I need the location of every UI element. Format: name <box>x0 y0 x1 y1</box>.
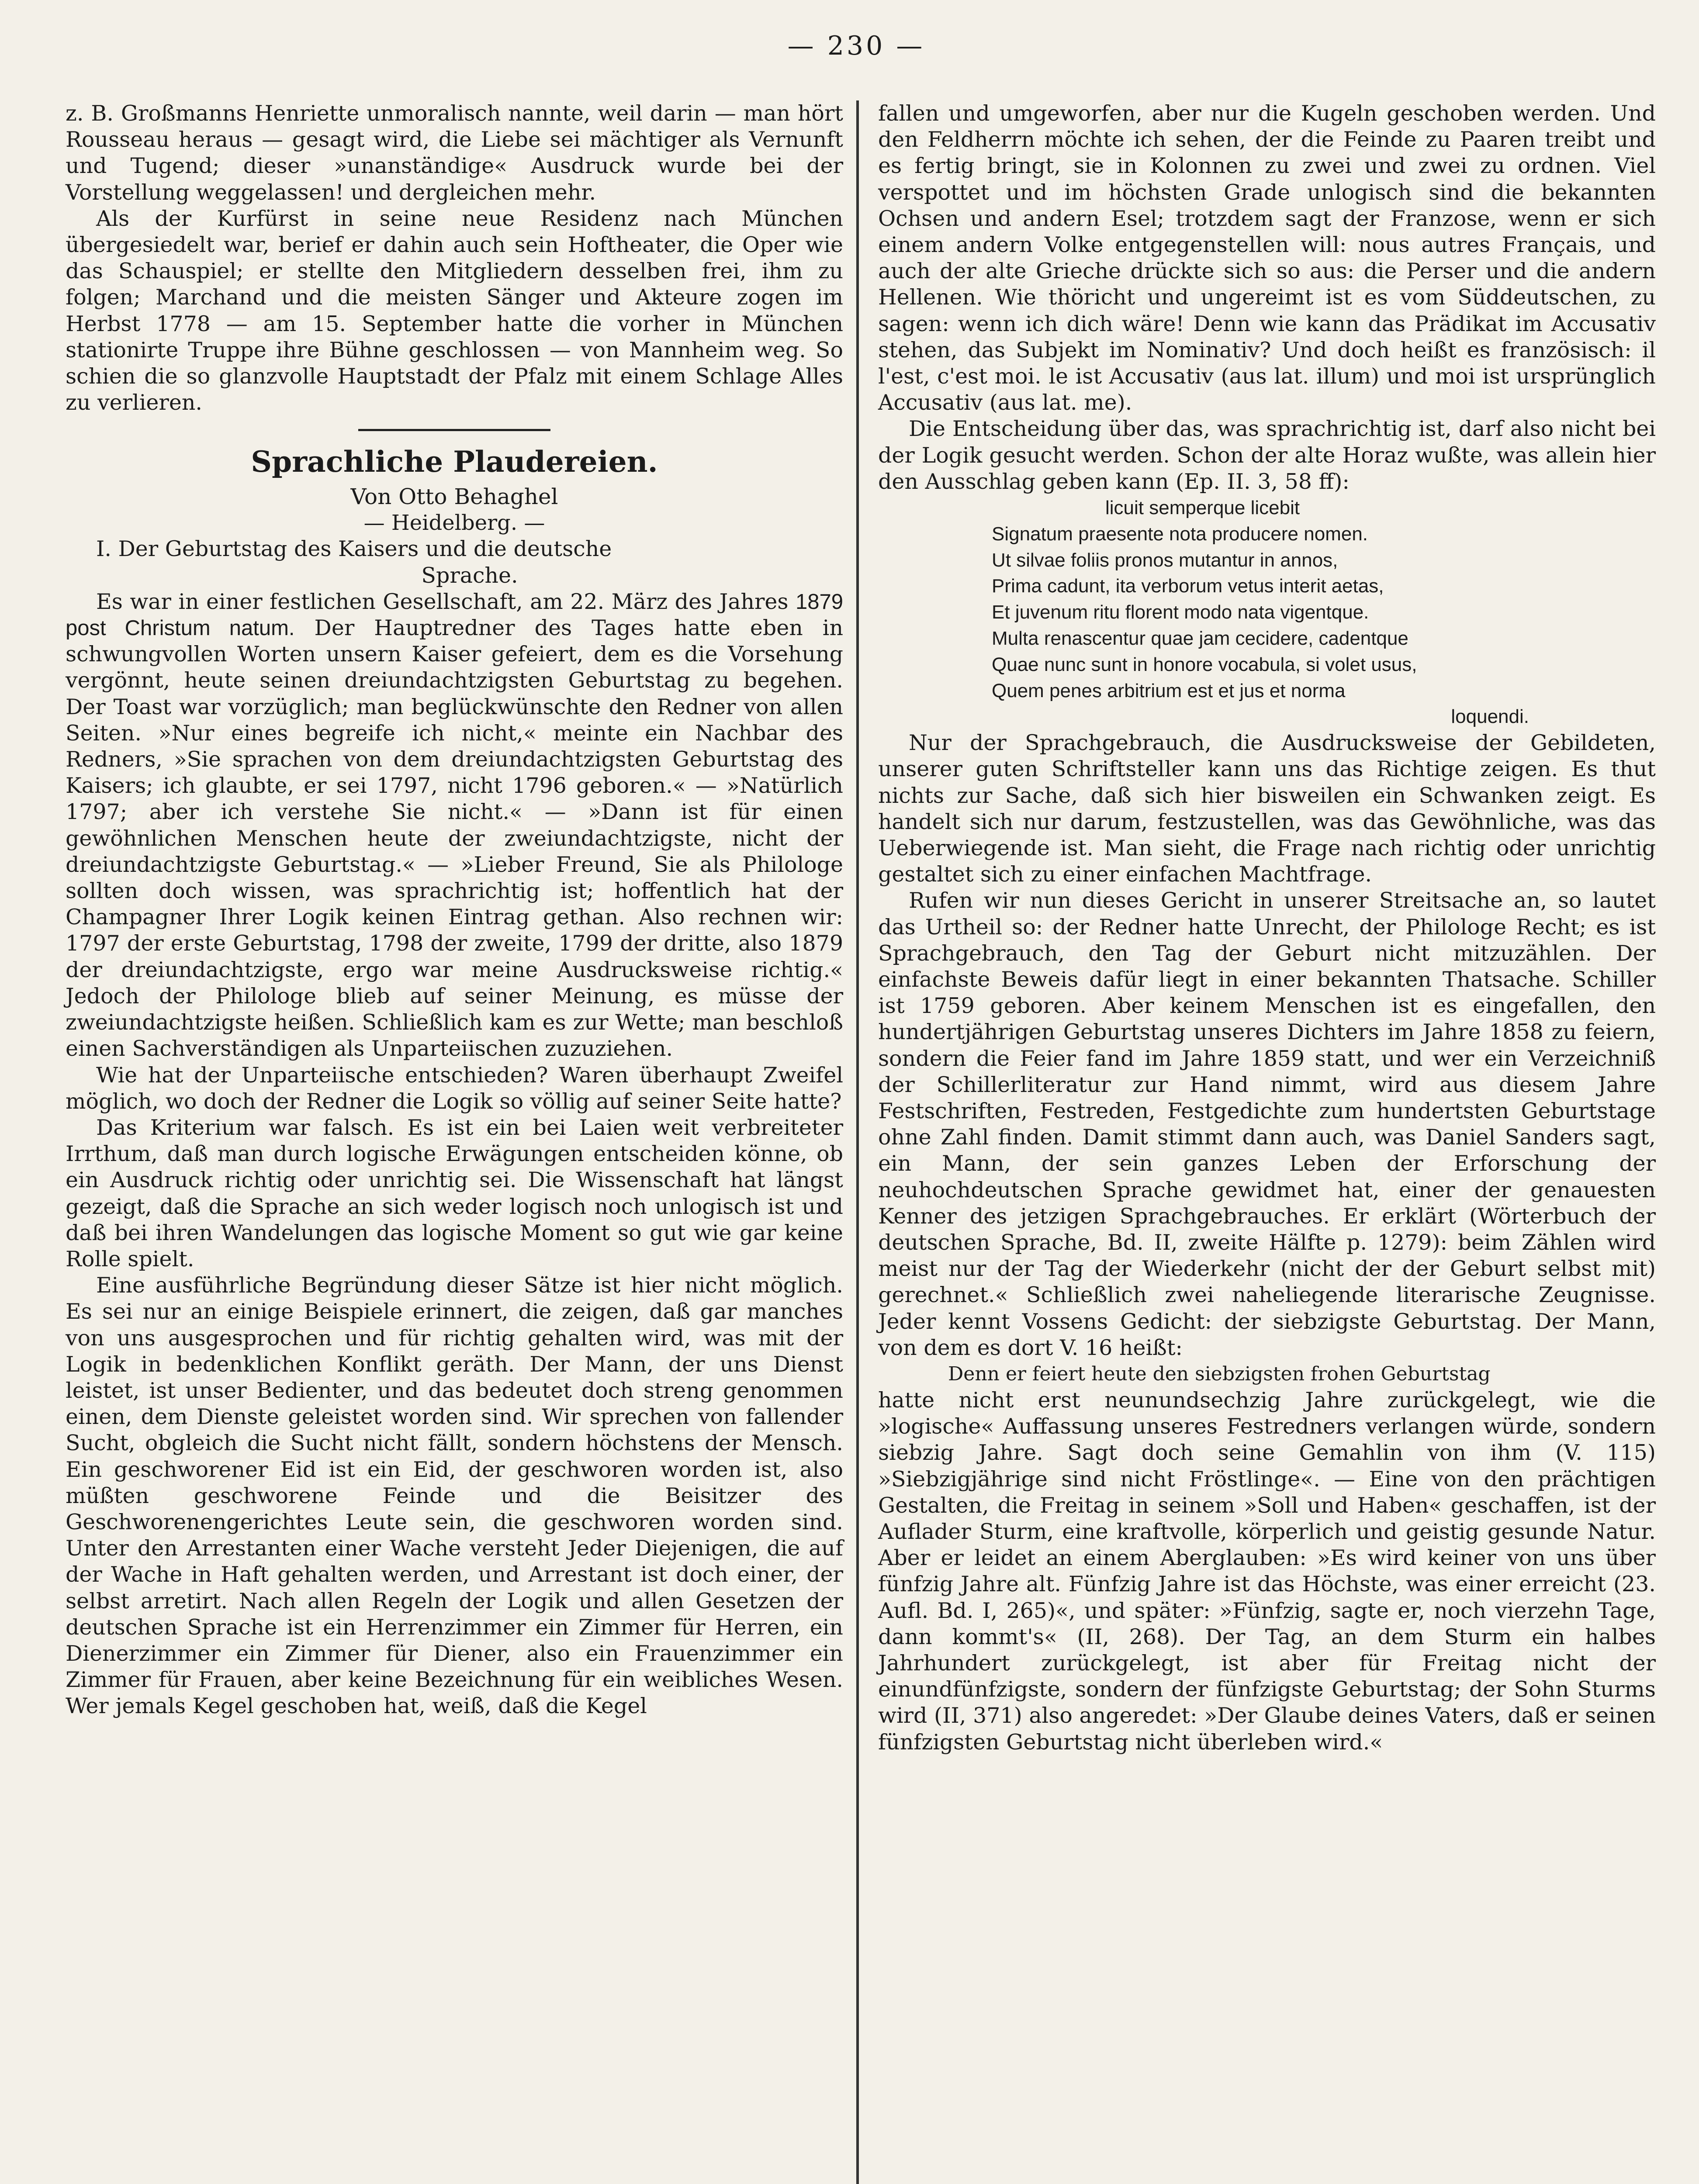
paragraph: Nur der Sprachgebrauch, die Ausdrucksweise der Gebildeten, unserer guten Schriftsteller kann uns das Richtige zeigen. Es thut nichts zur Sache, daß sich hier bisweilen ein Schwanken zeigt. Es handelt sich nur darum, festzustellen, was das Gewöhnliche, was das Ueberwiegende ist. Man sieht, die Frage nach richtig oder unrichtig gestaltet sich zu einer einfachen Machtfrage. <box>878 730 1656 887</box>
quote-line: loquendi. <box>1451 706 1529 728</box>
latin-phrase: 1879 post Christum natum. <box>66 590 843 640</box>
author-city: — Heidelberg. — <box>363 511 545 536</box>
section-subheading: I. Der Geburtstag des Kaisers und die deutsche <box>96 536 612 562</box>
paragraph: Die Entscheidung über das, was sprachrichtig ist, darf also nicht bei der Logik gesucht werden. Schon der alte Horaz wußte, was allein hier den Ausschlag geben kann (Ep. II. 3, 58 ff): <box>878 416 1656 494</box>
paragraph: fallen und umgeworfen, aber nur die Kugeln geschoben werden. Und den Feldherrn möchte ich sehen, der die Feinde zu Paaren treibt und es fertig bringt, sie in Kolonnen zu zwei und zwei zu ordnen. Viel verspottet und im höchsten Grade unlogisch sind die bekannten Ochsen und andern Esel; trotzdem sagt der Franzose, wenn er sich einem andern Volke entgegenstellen will: nous autres Français, und auch der alte Grieche drückte sich so aus: die Perser und die andern Hellenen. Wie thöricht und ungereimt ist es vom Süddeutschen, zu sagen: wenn ich dich wäre! Denn wie kann das Prädikat im Accusativ stehen, das Subjekt im Nominativ? Und doch heißt es französisch: il l'est, c'est moi. le ist Accusativ (aus lat. illum) und moi ist ursprünglich Accusativ (aus lat. me). <box>878 101 1656 415</box>
section-separator <box>358 429 550 431</box>
quote-line: Quem penes arbitrium est et jus et norma <box>992 680 1346 702</box>
quote-line: Et juvenum ritu florent modo nata vigentque. <box>992 601 1369 623</box>
page-number: — 230 — <box>787 31 925 61</box>
paragraph: hatte nicht erst neunundsechzig Jahre zurückgelegt, wie die »logische« Auffassung unseres Festredners verlangen würde, sondern siebzig Jahre. Sagt doch seine Gemahlin von ihm (V. 115) »Siebzigjährige sind nicht Fröstlinge«. — Eine von den prächtigen Gestalten, die Freitag in seinem »Soll und Haben« geschaffen, ist der Auflader Sturm, eine kraftvolle, körperlich und geistig gesunde Natur. Aber er leidet an einem Aberglauben: »Es wird keiner von uns über fünfzig Jahre alt. Fünfzig Jahre ist das Höchste, was einer erreicht (23. Aufl. Bd. I, 265)«, und später: »Fünfzig, sagte er, noch vierzehn Tage, dann kommt's« (II, 268). Der Tag, an dem Sturm ein halbes Jahrhundert zurückgelegt, ist aber für Freitag nicht der einundfünfzigste, sondern der fünfzigste Geburtstag; der Sohn Sturms wird (II, 371) also angeredet: »Der Glaube deines Vaters, daß er seinen fünfzigsten Geburtstag nicht überleben wird.« <box>878 1387 1656 1755</box>
quote-line: Quae nunc sunt in honore vocabula, si volet usus, <box>992 653 1417 675</box>
article-heading: Sprachliche Plaudereien. <box>251 445 658 479</box>
quote-line: Prima cadunt, ita verborum vetus interit aetas, <box>992 575 1384 597</box>
paragraph: Wie hat der Unparteiische entschieden? Waren überhaupt Zweifel möglich, wo doch der Redner die Logik so völlig auf seiner Seite hatte? <box>66 1062 843 1114</box>
quote-line: Ut silvae foliis pronos mutantur in annos, <box>992 549 1338 571</box>
left-column <box>66 100 843 1720</box>
text-run: Der Hauptredner des Tages hatte eben in schwungvollen Worten unsern Kaiser gefeiert, dem es die Vorsehung vergönnt, heute seinen dreiundachtzigsten Geburtstag zu begehen. Der Toast war vorzüglich; man beglückwünschte den Redner von allen Seiten. »Nur eines begreife ich nicht,« meinte ein Nachbar des Redners, »Sie sprachen von dem dreiundachtzigsten Geburtstag des Kaisers; ich glaubte, er sei 1797, nicht 1796 geboren.« — »Natürlich 1797; aber ich verstehe Sie nicht.« — »Dann ist für einen gewöhnlichen Menschen heute der zweiundachtzigste, nicht der dreiundachtzigste Geburtstag.« — »Lieber Freund, Sie als Philologe sollten doch wissen, was sprachrichtig ist; hoffentlich hat der Champagner Ihrer Logik keinen Eintrag gethan. Also rechnen wir: 1797 der erste Geburtstag, 1798 der zweite, 1799 der dritte, also 1879 der dreiundachtzigste, ergo war meine Ausdrucksweise richtig.« Jedoch der Philologe blieb auf seiner Meinung, es müsse der zweiundachtzigste heißen. Schließlich kam es zur Wette; man beschloß einen Sachverständigen als Unparteiischen zuzuziehen. <box>66 615 844 1061</box>
paragraph: Das Kriterium war falsch. Es ist ein bei Laien weit verbreiteter Irrthum, daß man durch logische Erwägungen entscheiden könne, ob ein Ausdruck richtig oder unrichtig sei. Die Wissenschaft hat längst gezeigt, daß die Sprache an sich weder logisch noch unlogisch ist und daß bei ihren Wandelungen das logische Moment so gut wie gar keine Rolle spielt. <box>66 1115 843 1272</box>
latin-quotation <box>992 495 1621 730</box>
quote-line: licuit semperque licebit <box>1105 497 1300 519</box>
paragraph: Als der Kurfürst in seine neue Residenz nach München übergesiedelt war, berief er dahin auch sein Hoftheater, die Oper wie das Schauspiel; er stellte den Mitgliedern desselben frei, ihm zu folgen; Marchand und die meisten Sänger und Akteure zogen im Herbst 1778 — am 15. September hatte die vorher in München stationirte Truppe ihre Bühne geschlossen — von Mannheim weg. So schien die so glanzvolle Hauptstadt der Pfalz mit einem Schlage Alles zu verlieren. <box>66 206 843 415</box>
verse-quotation: Denn er feiert heute den siebzigsten frohen Geburtstag <box>948 1363 1491 1386</box>
text-run: Es war in einer festlichen Gesellschaft, am 22. März des Jahres <box>96 589 796 614</box>
column-divider <box>856 100 859 2184</box>
section-subheading-cont: Sprache. <box>421 563 518 588</box>
paragraph: z. B. Großmanns Henriette unmoralisch nannte, weil darin — man hört Rousseau heraus — gesagt wird, die Liebe sei mächtiger als Vernunft und Tugend; dieser »unanständige« Ausdruck wurde bei der Vorstellung weggelassen! und dergleichen mehr. <box>66 101 843 205</box>
right-column <box>878 100 1656 1755</box>
paragraph: Rufen wir nun dieses Gericht in unserer Streitsache an, so lautet das Urtheil so: der Redner hatte Unrecht, der Philologe Recht; es ist Sprachgebrauch, den Tag der Geburt nicht mitzuzählen. Der einfachste Beweis dafür liegt in einer bekannten Thatsache. Schiller ist 1759 geboren. Aber keinem Menschen ist es eingefallen, den hundertjährigen Geburtstag unseres Dichters im Jahre 1858 zu feiern, sondern die Feier fand im Jahre 1859 statt, und wer ein Verzeichniß der Schillerliteratur zur Hand nimmt, wird aus diesem Jahre Festschriften, Festreden, Festgedichte zum hundertsten Geburtstage ohne Zahl finden. Damit stimmt dann auch, was Daniel Sanders sagt, ein Mann, der sein ganzes Leben der Erforschung der neuhochdeutschen Sprache gewidmet hat, einer der genauesten Kenner des jetzigen Sprachgebrauches. Er erklärt (Wörterbuch der deutschen Sprache, Bd. II, zweite Hälfte p. 1279): beim Zählen wird meist nur der Tag der Wiederkehr (nicht der der Geburt selbst mit) gerechnet.« Schließlich zwei naheliegende literarische Zeugnisse. Jeder kennt Vossens Gedicht: der siebzigste Geburtstag. Der Mann, von dem es dort V. 16 heißt: <box>878 888 1656 1360</box>
author-byline: Von Otto Behaghel <box>350 484 558 510</box>
quote-line: Signatum praesente nota producere nomen. <box>992 523 1368 545</box>
paragraph: Eine ausführliche Begründung dieser Sätze ist hier nicht möglich. Es sei nur an einige Beispiele erinnert, die zeigen, daß gar manches von uns ausgesprochen und für richtig gehalten wird, was mit der Logik in bedenklichen Konflikt geräth. Der Mann, der uns Dienst leistet, ist unser Bedienter, und das bedeutet doch streng genommen einen, dem Dienste geleistet worden sind. Wir sprechen von fallender Sucht, obgleich die Sucht nicht fällt, sondern höchstens der Mensch. Ein geschworener Eid ist ein Eid, der geschworen worden ist, also müßten geschworene Feinde und die Beisitzer des Geschworenengerichtes Leute sein, die geschworen worden sind. Unter den Arrestanten einer Wache versteht Jeder Diejenigen, die auf der Wache in Haft gehalten werden, und Arrestant ist doch einer, der selbst arretirt. Nach allen Regeln der Logik und allen Gesetzen der deutschen Sprache ist ein Herrenzimmer ein Zimmer für Herren, ein Dienerzimmer ein Zimmer für Diener, also ein Frauenzimmer ein Zimmer für Frauen, aber keine Bezeichnung für ein weibliches Wesen. Wer jemals Kegel geschoben hat, weiß, daß die Kegel <box>66 1273 843 1719</box>
paragraph <box>66 589 843 1062</box>
quote-line: Multa renascentur quae jam cecidere, cadentque <box>992 628 1408 650</box>
